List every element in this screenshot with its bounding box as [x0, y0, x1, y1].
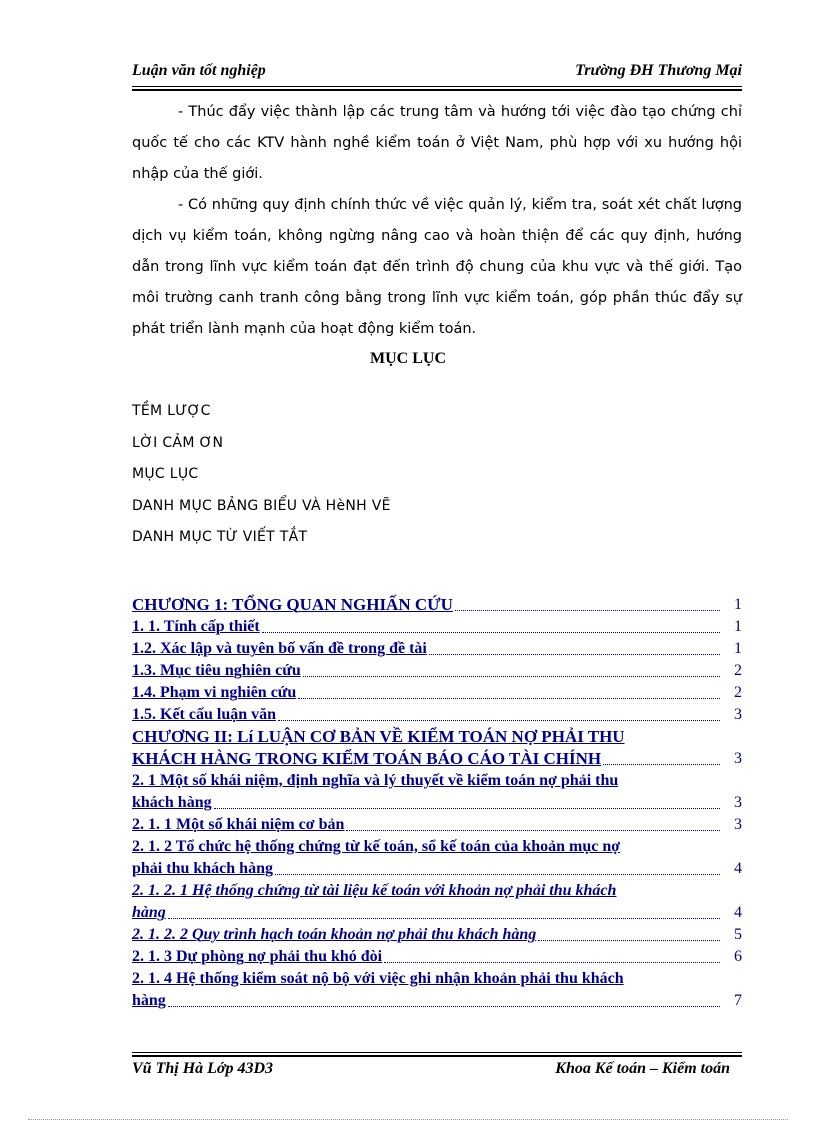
toc-page-number: 4 [734, 860, 742, 877]
front-item-contents: MỤC LỤC [132, 466, 199, 482]
toc-leader [278, 719, 720, 721]
body-paragraph-2: - Có những quy định chính thức về việc quản lý, kiểm tra, soát xét chất lượng dịch vụ kiểm toán, không ngừng nâng cao và hoàn thiện để các quy định, hướng dẫn trong lĩnh vực kiểm toán đạt đến trình độ chung của khu vực và thế giới. Tạo môi trường canh tranh công bằng trong lĩnh vực kiểm toán, góp phần thúc đẩy sự phát triển lành mạnh của hoạt động kiểm toán. [132, 197, 742, 337]
toc-page-number: 3 [734, 794, 742, 811]
toc-entry-title-line1[interactable]: 2. 1. 4 Hệ thống kiểm soát nộ bộ với việc ghi nhận khoản phải thu khách [132, 970, 624, 987]
body-text [132, 97, 742, 345]
body-paragraph-1: - Thúc đẩy việc thành lập các trung tâm và hướng tới việc đào tạo chứng chỉ quốc tế cho các KTV hành nghề kiểm toán ở Việt Nam, phù hợp với xu hướng hội nhập của thế giới. [132, 104, 742, 182]
toc-heading: MỤC LỤC [370, 350, 446, 367]
toc-leader [346, 829, 720, 831]
header-left-text: Luận văn tốt nghiệp [132, 62, 266, 79]
toc-entry[interactable] [132, 814, 742, 836]
toc-leader [603, 763, 720, 765]
front-item-figures: DANH MỤC BẢNG BIỂU VÀ HèNH VẼ [132, 497, 391, 514]
toc-entry-title[interactable]: hàng [132, 904, 166, 921]
toc-entry-title[interactable]: 1.3. Mục tiêu nghiên cứu [132, 662, 301, 679]
toc-entry[interactable] [132, 704, 742, 726]
header-right-text: Trường ĐH Thương Mại [575, 62, 742, 79]
header-rule [132, 86, 742, 87]
toc-page-number: 3 [734, 816, 742, 833]
toc-entry-title-line1[interactable]: CHƯƠNG II: Lí LUẬN CƠ BẢN VỀ KIỂM TOÁN NỢ PHẢI THU [132, 727, 625, 746]
toc-page-number: 4 [734, 904, 742, 921]
front-matter-list [132, 396, 391, 554]
toc-page-number: 3 [734, 706, 742, 723]
toc-leader [214, 807, 720, 809]
header-rule-thick [132, 89, 742, 91]
toc-entry[interactable] [132, 748, 742, 770]
toc-entry[interactable] [132, 638, 742, 660]
toc-entry-title-line1[interactable]: 2. 1. 2 Tổ chức hệ thống chứng từ kế toán, sổ kế toán của khoản mục nợ [132, 838, 621, 855]
toc-leader [538, 939, 720, 941]
toc-page-number: 5 [734, 926, 742, 943]
toc-leader [262, 631, 720, 633]
toc-entry[interactable] [132, 946, 742, 968]
toc-leader [429, 653, 720, 655]
footer-left-text: Vũ Thị Hà Lớp 43D3 [132, 1060, 274, 1077]
toc-page-number: 3 [734, 750, 742, 767]
toc-page-number: 7 [734, 992, 742, 1009]
page-footer [132, 1060, 742, 1084]
front-item-abbreviations: DANH MỤC TỪ VIẾT TẮT [132, 529, 308, 545]
toc-entry-title[interactable]: khách hàng [132, 794, 212, 811]
toc-page-number: 6 [734, 948, 742, 965]
footer-right-text: Khoa Kế toán – Kiểm toán [555, 1060, 730, 1077]
toc-entry-title-line1[interactable]: 2. 1 Một số khái niệm, định nghĩa và lý thuyết về kiểm toán nợ phải thu [132, 772, 619, 789]
toc-entry[interactable] [132, 594, 742, 616]
front-item-summary: TỀM LƯỢC [132, 403, 211, 419]
toc-entry[interactable] [132, 792, 742, 814]
toc-leader [298, 697, 720, 699]
toc-entry-title[interactable]: 1. 1. Tính cấp thiết [132, 618, 260, 635]
toc-entry-title[interactable]: hàng [132, 992, 166, 1009]
toc-page-number: 1 [734, 618, 742, 635]
page-bottom-border [28, 1119, 788, 1120]
footer-rule-thick [132, 1055, 742, 1057]
toc-leader [384, 961, 720, 963]
toc-page-number: 1 [734, 640, 742, 657]
toc-entry[interactable] [132, 616, 742, 638]
footer-rule [132, 1052, 742, 1053]
front-item-thanks: LỜI CẢM ƠN [132, 434, 224, 451]
toc-page-number: 2 [734, 684, 742, 701]
toc-page-number: 1 [734, 596, 742, 613]
toc-entry[interactable] [132, 990, 742, 1012]
toc-entry[interactable] [132, 902, 742, 924]
table-of-contents [132, 594, 742, 1012]
toc-entry-title[interactable]: phải thu khách hàng [132, 860, 273, 877]
page-header [132, 60, 742, 86]
toc-leader [168, 917, 720, 919]
toc-entry-title-line1[interactable]: 2. 1. 2. 1 Hệ thống chứng từ tài liệu kế toán với khoản nợ phải thu khách [132, 882, 617, 899]
toc-leader [168, 1005, 720, 1007]
toc-entry-title[interactable]: CHƯƠNG 1: TỔNG QUAN NGHIẤN CỨU [132, 595, 453, 614]
toc-leader [455, 609, 720, 611]
toc-entry[interactable] [132, 682, 742, 704]
toc-entry-title[interactable]: 2. 1. 2. 2 Quy trình hạch toán khoản nợ phải thu khách hàng [132, 926, 537, 943]
toc-entry-title[interactable]: KHÁCH HÀNG TRONG KIỂM TOÁN BÁO CÁO TÀI CHÍNH [132, 749, 602, 768]
toc-entry[interactable] [132, 858, 742, 880]
toc-entry-title[interactable]: 2. 1. 3 Dự phòng nợ phải thu khó đòi [132, 948, 383, 965]
toc-entry[interactable] [132, 660, 742, 682]
toc-page-number: 2 [734, 662, 742, 679]
toc-entry-title[interactable]: 2. 1. 1 Một số khái niệm cơ bản [132, 816, 345, 833]
toc-leader [275, 873, 720, 875]
toc-entry[interactable] [132, 924, 742, 946]
toc-entry-title[interactable]: 1.2. Xác lập và tuyên bố vấn đề trong đề tài [132, 640, 427, 657]
toc-entry-title[interactable]: 1.4. Phạm vi nghiên cứu [132, 684, 297, 701]
toc-leader [303, 675, 720, 677]
toc-entry-title[interactable]: 1.5. Kết cấu luận văn [132, 706, 277, 723]
